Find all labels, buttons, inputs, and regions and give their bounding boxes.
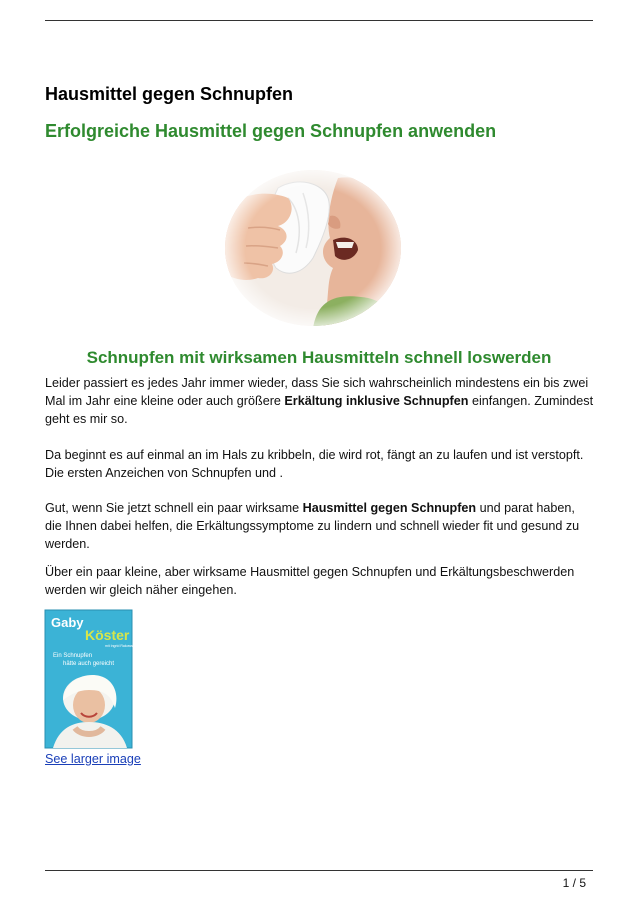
book-cover-image[interactable] xyxy=(45,610,136,748)
book-author-last: Köster xyxy=(85,627,130,643)
paragraph-text: einfangen. Zumindest geht es mir so. xyxy=(45,394,594,426)
paragraph-bold-text: Erkältung inklusive Schnupfen xyxy=(284,394,469,408)
book-author-first: Gaby xyxy=(51,615,84,630)
book-small-text: mit Ingrid Rakowski xyxy=(105,644,136,648)
see-larger-image-link[interactable]: See larger image xyxy=(45,752,141,766)
paragraph-symptoms: Da beginnt es auf einmal an im Hals zu kribbeln, die wird rot, fängt an zu laufen und ist verstopft. Die ersten Anzeichen von Schnupfen und . xyxy=(45,448,584,480)
paragraph-text: Gut, wenn Sie jetzt schnell ein paar wirksame xyxy=(45,501,303,515)
paragraph-outlook: Über ein paar kleine, aber wirksame Hausmittel gegen Schnupfen und Erkältungsbeschwerden werden wir gleich näher eingehen. xyxy=(45,565,575,597)
page-number: 1 / 5 xyxy=(562,876,586,890)
page-subtitle: Erfolgreiche Hausmittel gegen Schnupfen anwenden xyxy=(45,121,497,141)
paragraph-remedies xyxy=(45,499,595,553)
paragraph-bold-text: Hausmittel gegen Schnupfen xyxy=(302,501,477,515)
paragraph-intro xyxy=(45,374,595,428)
paragraph-text: und parat haben, die Ihnen dabei helfen, die Erkältungssymptome zu lindern und schnell wieder fit und gesund zu werden. xyxy=(45,501,580,551)
book-title-line1: Ein Schnupfen xyxy=(53,653,93,659)
paragraph-text: Leider passiert es jedes Jahr immer wieder, dass Sie sich wahrscheinlich mindestens ein bis zwei Mal im Jahr eine kleine oder auch größere xyxy=(45,376,589,408)
footer-rule xyxy=(45,870,593,871)
header-rule xyxy=(45,20,593,21)
sneezing-person-image xyxy=(218,168,408,328)
book-title-line2: hätte auch gereicht xyxy=(63,661,115,667)
section-heading: Schnupfen mit wirksamen Hausmitteln schnell loswerden xyxy=(86,348,552,367)
page-title: Hausmittel gegen Schnupfen xyxy=(45,84,294,104)
